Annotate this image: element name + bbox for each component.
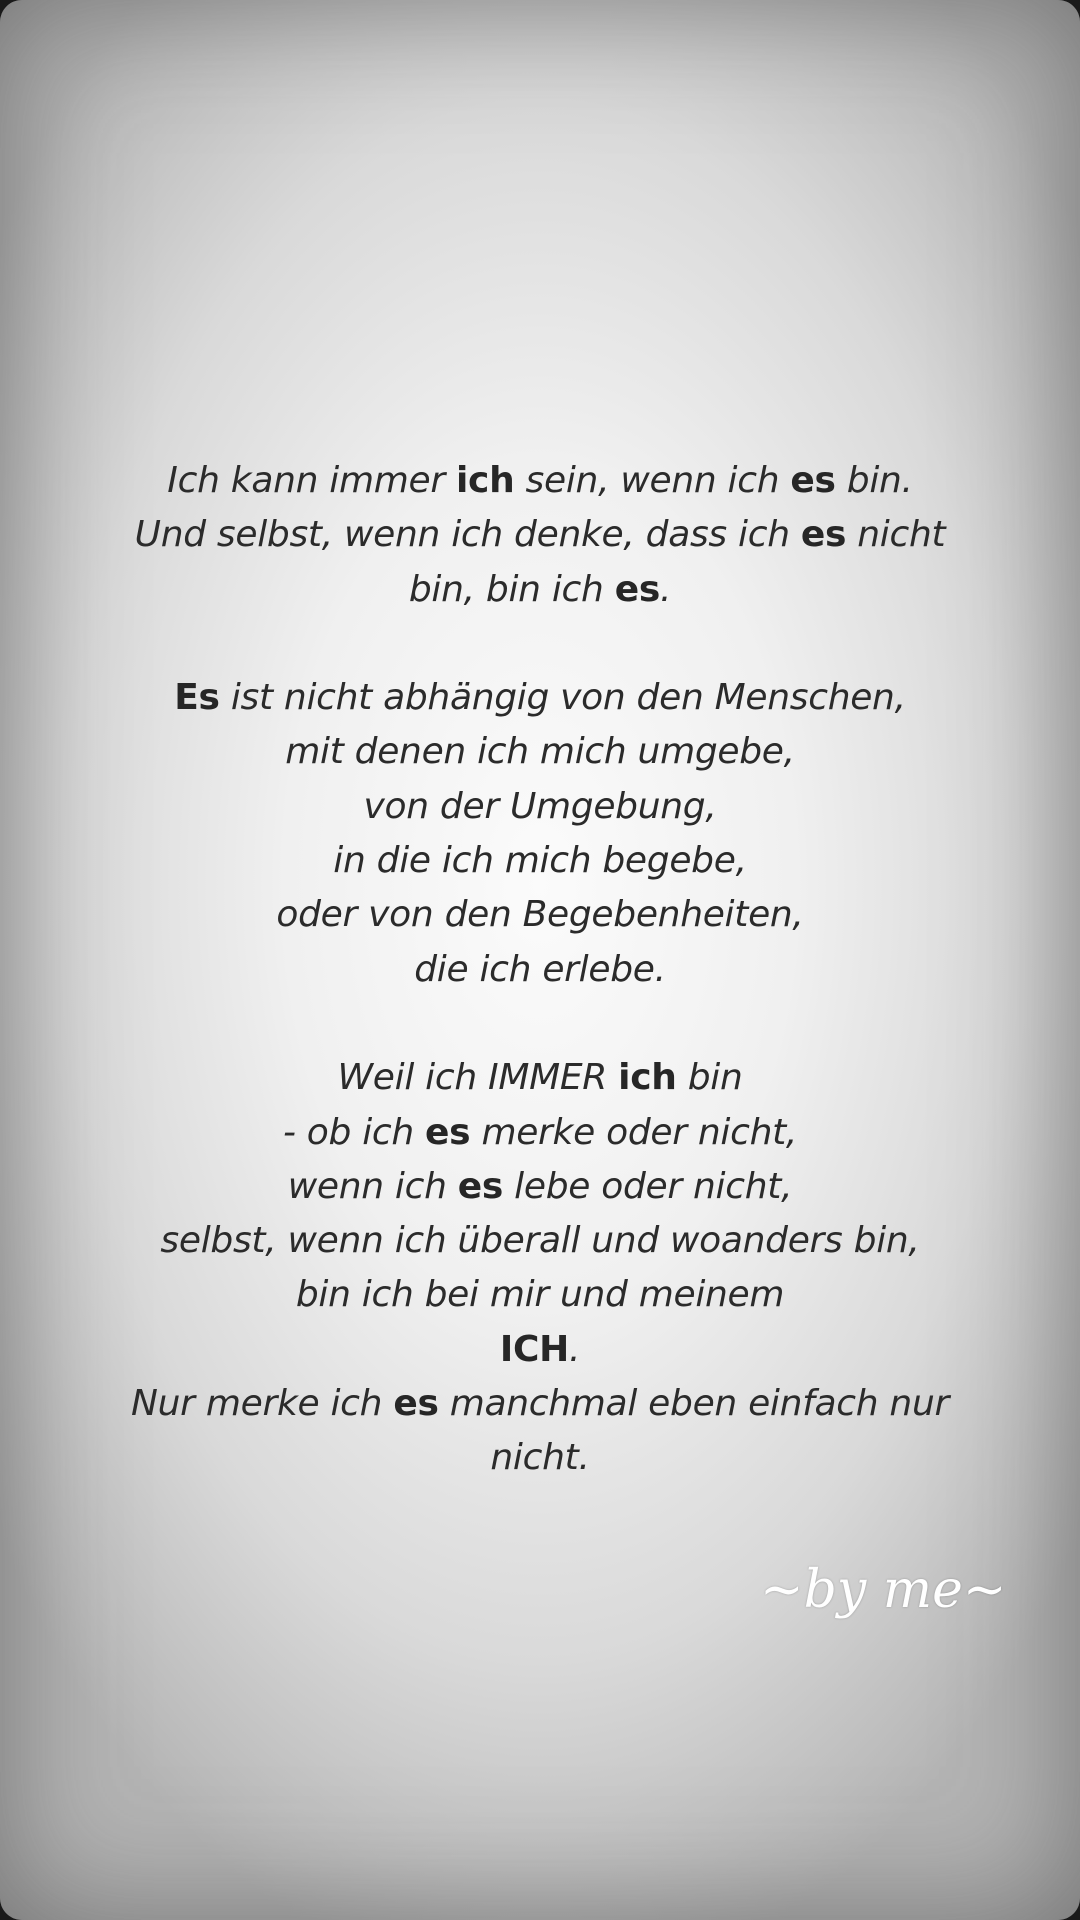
stanza-gap (0, 997, 1080, 1051)
poem-text-segment: nicht. (490, 1437, 590, 1479)
poem-line (0, 1431, 1080, 1485)
poem-line (0, 454, 1080, 508)
poem-line (0, 508, 1080, 562)
poem-text-segment: manchmal eben einfach nur (438, 1383, 949, 1425)
poem-text-segment: . (659, 568, 672, 610)
poem-line (0, 1214, 1080, 1268)
poem-text-segment: . (568, 1328, 581, 1370)
emphasis-word: es (790, 460, 836, 501)
emphasis-word: es (393, 1383, 439, 1425)
poem-text (0, 454, 1080, 1486)
poem-text-segment: oder von den Begebenheiten, (276, 894, 804, 936)
poem-text-segment: bin, bin ich (408, 568, 615, 610)
poem-text-segment: lebe oder nicht, (503, 1165, 793, 1207)
poem-line (0, 1377, 1080, 1431)
poem-text-segment: sein, wenn ich (514, 460, 791, 501)
poem-text-segment: nicht (846, 514, 946, 556)
poem-line (0, 1106, 1080, 1160)
poem-text-segment: Und selbst, wenn ich denke, dass ich (134, 514, 801, 556)
poem-text-segment: Nur merke ich (131, 1383, 394, 1425)
poem-line (0, 725, 1080, 779)
emphasis-word: es (800, 514, 847, 556)
poem-line (0, 888, 1080, 942)
poem-text-segment: ist nicht abhängig von den Menschen, (219, 677, 906, 719)
emphasis-word: es (457, 1165, 504, 1207)
poem-text-segment: merke oder nicht, (470, 1111, 798, 1153)
poem-text-segment: Weil ich IMMER (337, 1057, 619, 1099)
stanza-gap (0, 617, 1080, 671)
emphasis-word: es (425, 1111, 471, 1153)
poem-line (0, 834, 1080, 888)
emphasis-word: es (614, 568, 660, 610)
poem-text-segment: in die ich mich begebe, (333, 840, 747, 882)
poem-line (0, 943, 1080, 997)
poem-line (0, 1268, 1080, 1322)
signature: ~by me~ (760, 1560, 1007, 1620)
poem-line (0, 780, 1080, 834)
emphasis-word: ICH (499, 1328, 569, 1370)
poem-text-segment: bin ich bei mir und meinem (295, 1274, 785, 1316)
poem-line (0, 563, 1080, 617)
poem-text-segment: mit denen ich mich umgebe, (285, 731, 795, 773)
poem-text-segment: Ich kann immer (167, 460, 456, 501)
poem-line (0, 671, 1080, 725)
emphasis-word: ich (455, 460, 515, 501)
poem-text-segment: von der Umgebung, (363, 785, 717, 827)
poem-text-segment: bin (676, 1057, 743, 1099)
poem-line (0, 1051, 1080, 1105)
poem-text-segment: wenn ich (287, 1165, 458, 1207)
poem-text-segment: die ich erlebe. (414, 948, 666, 990)
poem-text-segment: selbst, wenn ich überall und woanders bin, (160, 1220, 920, 1262)
poem-text-segment: bin. (835, 460, 913, 501)
poem-text-segment: - ob ich (282, 1111, 426, 1153)
poem-line (0, 1323, 1080, 1377)
poem-line (0, 1160, 1080, 1214)
emphasis-word: ich (618, 1057, 677, 1099)
emphasis-word: Es (174, 677, 220, 719)
